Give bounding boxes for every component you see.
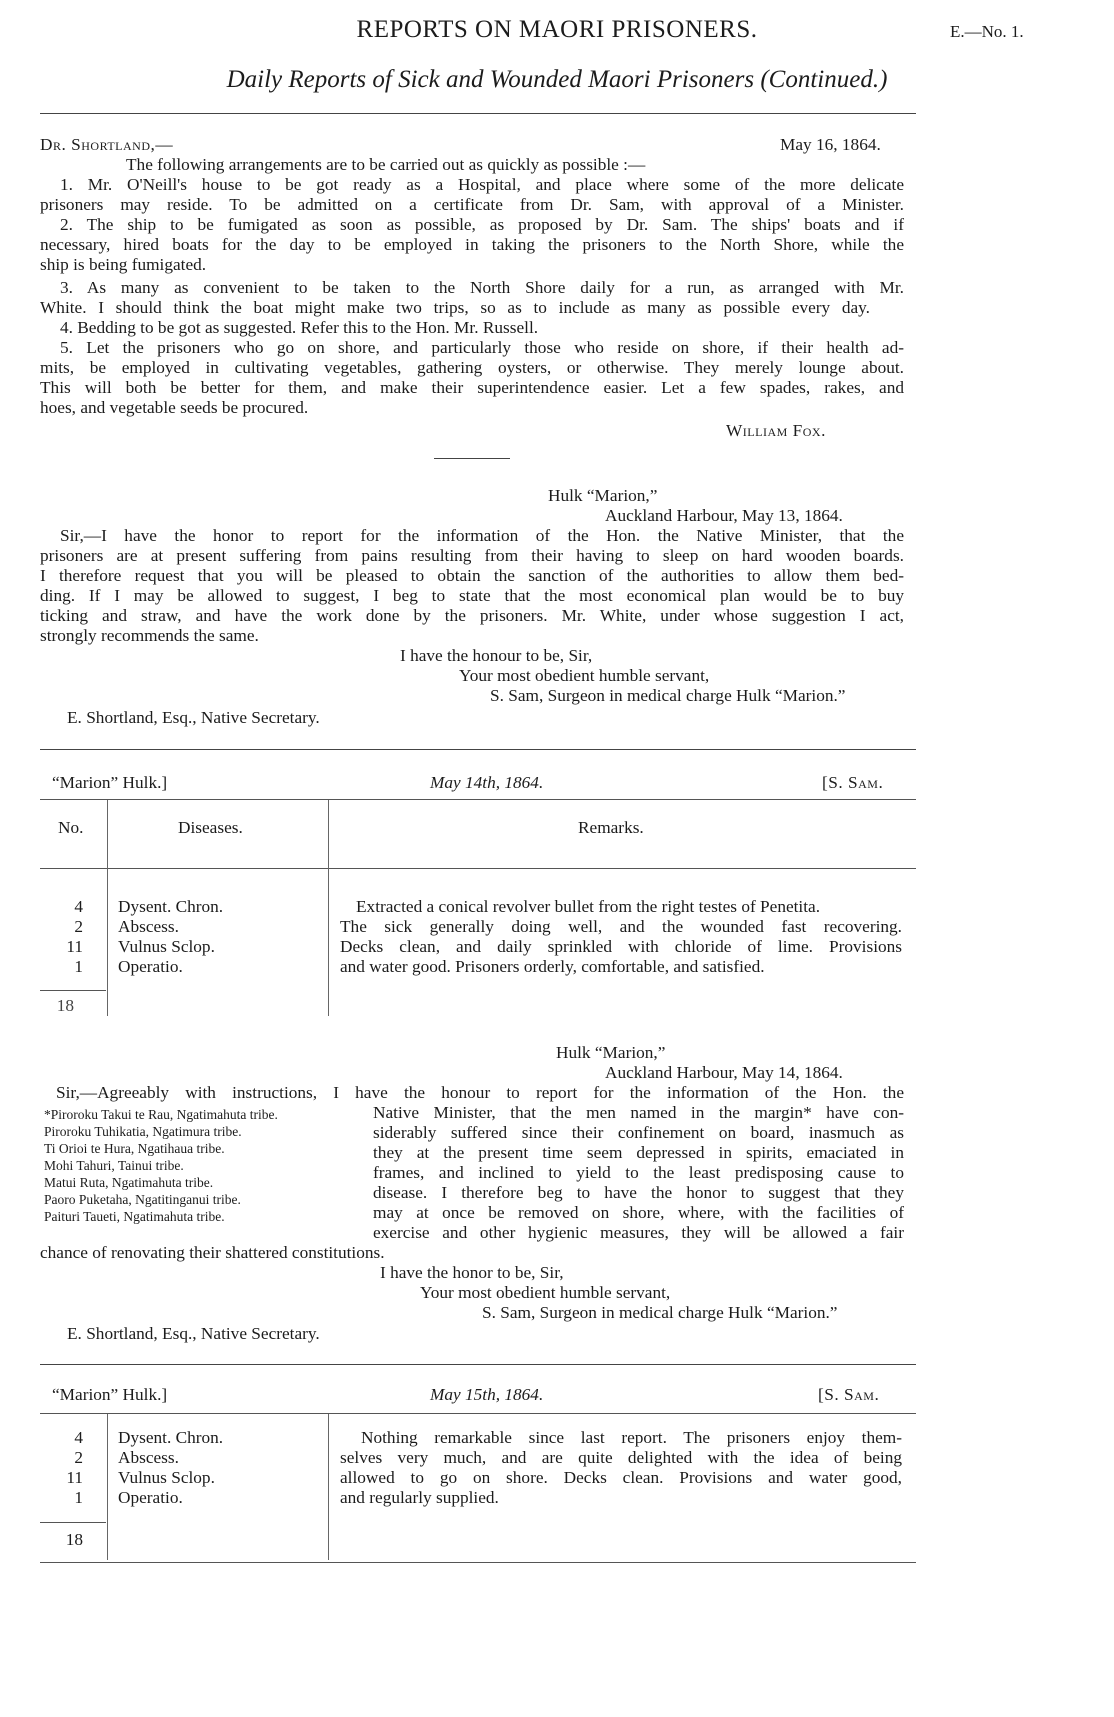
header-rule bbox=[40, 113, 916, 114]
report2-officer: [S. Sam. bbox=[818, 1385, 880, 1404]
letter1-recipient: E. Shortland, Esq., Native Secretary. bbox=[67, 708, 320, 727]
row-disease: Operatio. bbox=[118, 957, 183, 976]
memo-line: White. I should think the boat might make two trips, so as to include as many as possible every day. bbox=[40, 298, 870, 317]
letter1-place: Hulk “Marion,” bbox=[548, 486, 658, 505]
memo-date: May 16, 1864. bbox=[780, 135, 881, 154]
margin-name: *Piroroku Takui te Rau, Ngatimahuta tribe. bbox=[44, 1107, 278, 1122]
report1-remark: and water good. Prisoners orderly, comfortable, and satisfied. bbox=[340, 957, 765, 976]
margin-name: Piroroku Tuhikatia, Ngatimura tribe. bbox=[44, 1124, 242, 1139]
letter2-line: Native Minister, that the men named in the margin* have con- bbox=[373, 1103, 904, 1122]
total-count: 18 bbox=[56, 996, 74, 1015]
letter1-line: prisoners are at present suffering from pains resulting from their having to sleep on hard wooden boards. bbox=[40, 546, 904, 565]
memo-signature: William Fox. bbox=[726, 421, 826, 440]
column-header-no: No. bbox=[58, 818, 84, 837]
letter1-dateline: Auckland Harbour, May 13, 1864. bbox=[605, 506, 843, 525]
margin-name: Paituri Taueti, Ngatimahuta tribe. bbox=[44, 1209, 225, 1224]
document-reference: E.—No. 1. bbox=[950, 22, 1024, 41]
letter1-line: ticking and straw, and have the work done by the prisoners. Mr. White, under whose suggestion I act, bbox=[40, 606, 904, 625]
column-header-remarks: Remarks. bbox=[578, 818, 644, 837]
letter2-signature: S. Sam, Surgeon in medical charge Hulk “Marion.” bbox=[482, 1303, 838, 1322]
section-divider bbox=[434, 458, 510, 459]
memo-line: hoes, and vegetable seeds be procured. bbox=[40, 398, 309, 417]
letter2-recipient: E. Shortland, Esq., Native Secretary. bbox=[67, 1324, 320, 1343]
total-rule bbox=[40, 1522, 106, 1523]
report2-date: May 15th, 1864. bbox=[430, 1385, 544, 1404]
margin-name: Ti Orioi te Hura, Ngatihaua tribe. bbox=[44, 1141, 225, 1156]
report1-remark: Decks clean, and daily sprinkled with chloride of lime. Provisions bbox=[340, 937, 902, 956]
memo-line: 1. Mr. O'Neill's house to be got ready as a Hospital, and place where some of the more delicate bbox=[60, 175, 904, 194]
table-bottom-rule bbox=[40, 1562, 916, 1563]
report1-remark: Extracted a conical revolver bullet from the right testes of Penetita. bbox=[356, 897, 821, 916]
margin-name: Mohi Tahuri, Tainui tribe. bbox=[44, 1158, 184, 1173]
letter2-place: Hulk “Marion,” bbox=[556, 1043, 666, 1062]
report1-remark: The sick generally doing well, and the wounded fast recovering. bbox=[340, 917, 902, 936]
row-disease: Abscess. bbox=[118, 917, 179, 936]
report2-remark: allowed to go on shore. Decks clean. Provisions and water good, bbox=[340, 1468, 902, 1487]
row-count: 4 bbox=[74, 897, 83, 916]
row-disease: Abscess. bbox=[118, 1448, 179, 1467]
letter1-line: Sir,—I have the honor to report for the information of the Hon. the Native Minister, that the bbox=[60, 526, 904, 545]
letter2-line: chance of renovating their shattered constitutions. bbox=[40, 1243, 385, 1262]
letter2-line: they at the present time seem depressed in spirits, emaciated in bbox=[373, 1143, 904, 1162]
report2-remark: Nothing remarkable since last report. The prisoners enjoy them- bbox=[361, 1428, 902, 1447]
total-rule bbox=[40, 990, 106, 991]
row-count: 4 bbox=[74, 1428, 83, 1447]
letter1-line: I therefore request that you will be pleased to obtain the sanction of the authorities to allow them bed- bbox=[40, 566, 904, 585]
row-count: 2 bbox=[74, 1448, 83, 1467]
memo-line: 2. The ship to be fumigated as soon as possible, as proposed by Dr. Sam. The ships' boats and if bbox=[60, 215, 904, 234]
report1-date: May 14th, 1864. bbox=[430, 773, 544, 792]
column-divider bbox=[107, 1414, 108, 1560]
column-divider bbox=[328, 1414, 329, 1560]
page-subtitle: Daily Reports of Sick and Wounded Maori Prisoners (Continued.) bbox=[226, 66, 888, 93]
memo-line: mits, be employed in cultivating vegetables, gathering oysters, or otherwise. They merely lounge about. bbox=[40, 358, 904, 377]
column-header-diseases: Diseases. bbox=[178, 818, 243, 837]
memo-line: 5. Let the prisoners who go on shore, and particularly those who reside on shore, if their health ad- bbox=[60, 338, 904, 357]
letter1-signature: S. Sam, Surgeon in medical charge Hulk “Marion.” bbox=[490, 686, 846, 705]
row-disease: Dysent. Chron. bbox=[118, 1428, 224, 1447]
memo-line: 4. Bedding to be got as suggested. Refer this to the Hon. Mr. Russell. bbox=[60, 318, 539, 337]
row-disease: Dysent. Chron. bbox=[118, 897, 224, 916]
row-count: 11 bbox=[66, 1468, 83, 1487]
letter2-closing: Your most obedient humble servant, bbox=[420, 1283, 671, 1302]
memo-line: ship is being fumigated. bbox=[40, 255, 207, 274]
memo-line: This will both be better for them, and make their superintendence easier. Let a few spades, rakes, and bbox=[40, 378, 904, 397]
memo-addressee: Dr. Shortland,— bbox=[40, 135, 174, 154]
report2-remark: and regularly supplied. bbox=[340, 1488, 499, 1507]
memo-line: necessary, hired boats for the day to be employed in taking the prisoners to the North Shore, while the bbox=[40, 235, 904, 254]
letter2-line: Sir,—Agreeably with instructions, I have the honour to report for the information of the Hon. the bbox=[56, 1083, 904, 1102]
report1-officer: [S. Sam. bbox=[822, 773, 884, 792]
letter2-line: exercise and other hygienic measures, they will be allowed a fair bbox=[373, 1223, 904, 1242]
column-divider bbox=[328, 800, 329, 1016]
section-rule bbox=[40, 1364, 916, 1365]
row-count: 2 bbox=[74, 917, 83, 936]
section-rule bbox=[40, 749, 916, 750]
letter1-line: strongly recommends the same. bbox=[40, 626, 259, 645]
row-disease: Vulnus Sclop. bbox=[118, 937, 215, 956]
table-top-rule bbox=[40, 799, 916, 800]
letter1-line: ding. If I may be allowed to suggest, I beg to state that the most economical plan would be to buy bbox=[40, 586, 904, 605]
table-top-rule bbox=[40, 1413, 916, 1414]
report2-remark: selves very much, and are quite delighted with the idea of being bbox=[340, 1448, 902, 1467]
row-disease: Operatio. bbox=[118, 1488, 183, 1507]
total-count: 18 bbox=[65, 1530, 83, 1549]
row-count: 11 bbox=[66, 937, 83, 956]
margin-name: Paoro Puketaha, Ngatitinganui tribe. bbox=[44, 1192, 241, 1207]
report2-vessel: “Marion” Hulk.] bbox=[52, 1385, 168, 1404]
column-divider bbox=[107, 800, 108, 1016]
row-count: 1 bbox=[74, 1488, 83, 1507]
letter1-closing: I have the honour to be, Sir, bbox=[400, 646, 593, 665]
row-disease: Vulnus Sclop. bbox=[118, 1468, 215, 1487]
margin-name: Matui Ruta, Ngatimahuta tribe. bbox=[44, 1175, 214, 1190]
memo-line: 3. As many as convenient to be taken to the North Shore daily for a run, as arranged with Mr. bbox=[60, 278, 904, 297]
memo-intro: The following arrangements are to be carried out as quickly as possible :— bbox=[126, 155, 646, 174]
letter2-line: frames, and inclined to yield to the least predisposing cause to bbox=[373, 1163, 904, 1182]
letter2-line: may at once be removed on shore, where, with the facilities of bbox=[373, 1203, 904, 1222]
letter2-line: siderably suffered since their confinement on board, inasmuch as bbox=[373, 1123, 904, 1142]
report1-vessel: “Marion” Hulk.] bbox=[52, 773, 168, 792]
memo-line: prisoners may reside. To be admitted on a certificate from Dr. Sam, with approval of a Minister. bbox=[40, 195, 904, 214]
page-title: REPORTS ON MAORI PRISONERS. bbox=[356, 16, 758, 43]
letter2-closing: I have the honor to be, Sir, bbox=[380, 1263, 564, 1282]
table-header-rule bbox=[40, 868, 916, 869]
letter2-line: disease. I therefore beg to have the honor to suggest that they bbox=[373, 1183, 904, 1202]
row-count: 1 bbox=[74, 957, 83, 976]
letter1-closing: Your most obedient humble servant, bbox=[459, 666, 710, 685]
letter2-dateline: Auckland Harbour, May 14, 1864. bbox=[605, 1063, 843, 1082]
